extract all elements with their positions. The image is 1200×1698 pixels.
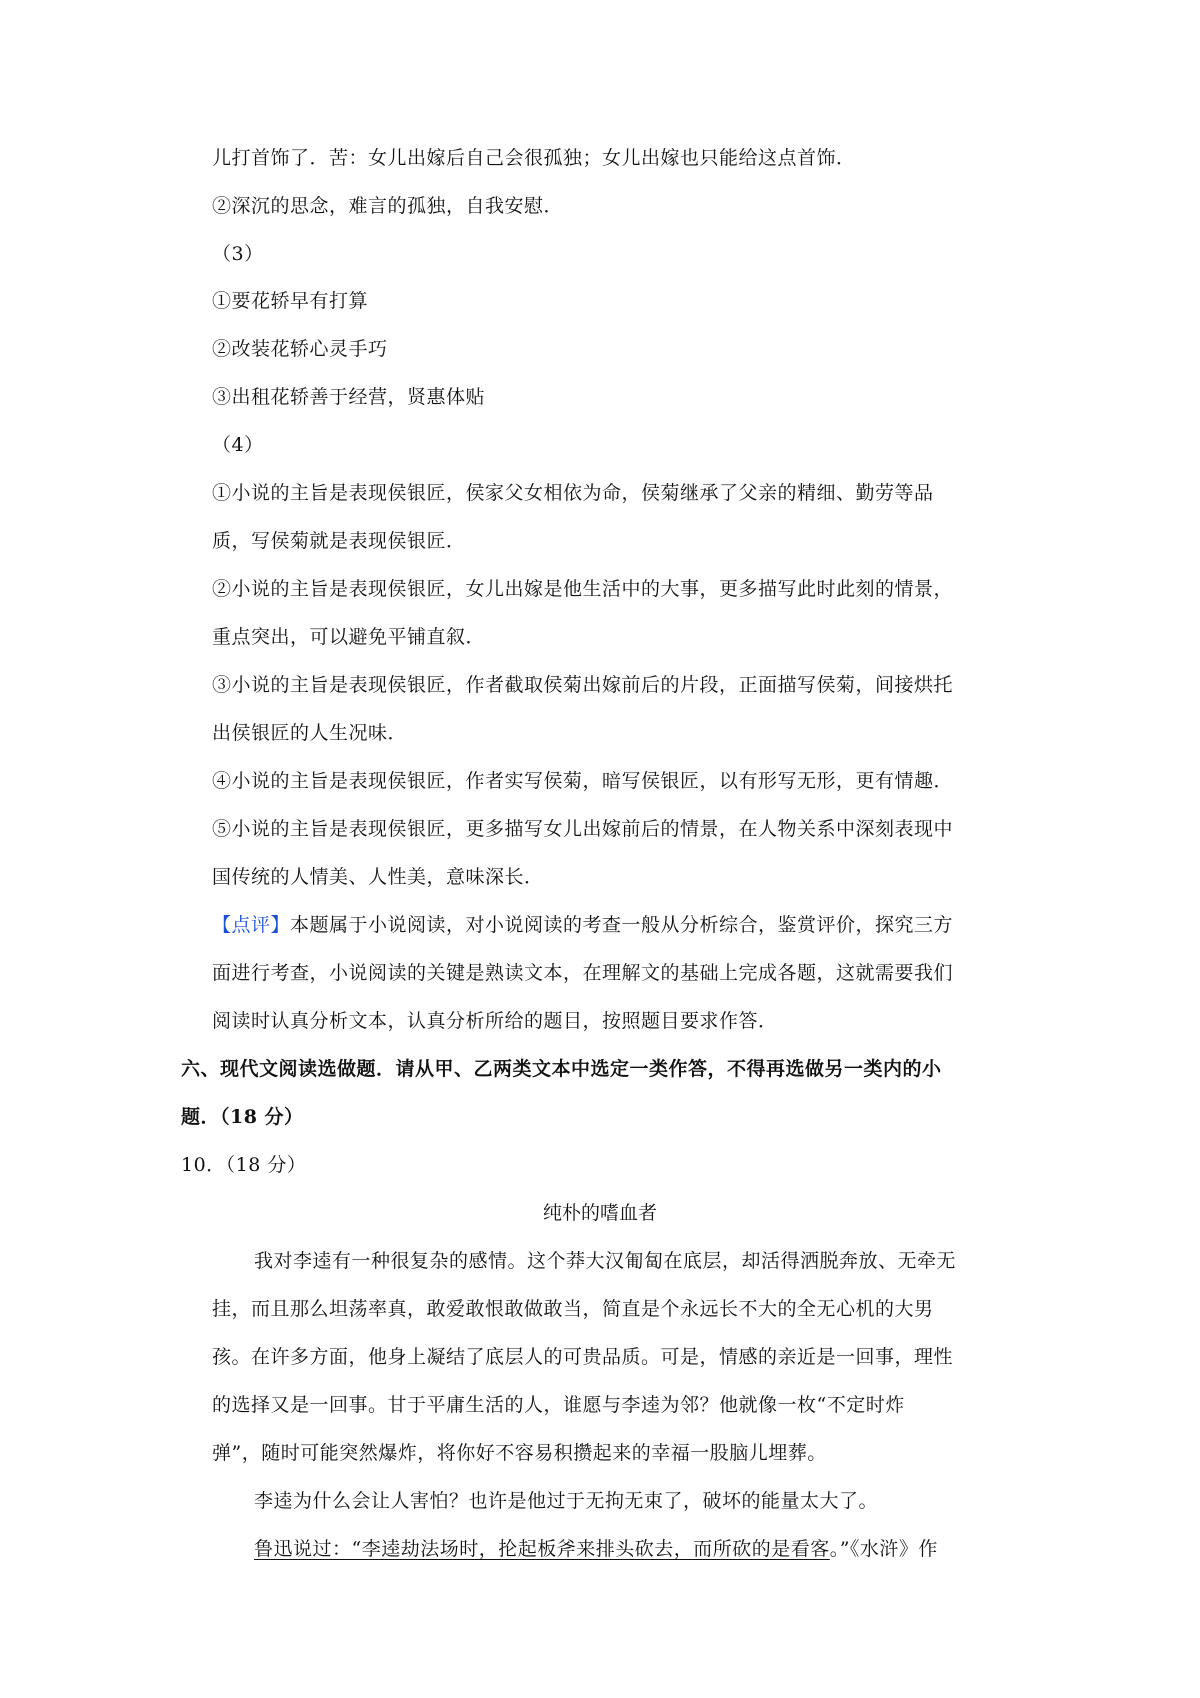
subquestion-label: （4） (212, 434, 264, 456)
passage-line: 李逵为什么会让人害怕？也许是他过于无拘无束了，破坏的能量太大了。 (254, 1490, 879, 1512)
passage-line: 我对李逵有一种很复杂的感情。这个莽大汉匍匐在底层，却活得洒脱奔放、无牵无 (254, 1250, 957, 1272)
answer-line: ③小说的主旨是表现侯银匠，作者截取侯菊出嫁前后的片段，正面描写侯菊，间接烘托 (212, 674, 954, 696)
answer-line: ④小说的主旨是表现侯银匠，作者实写侯菊，暗写侯银匠，以有形写无形，更有情趣． (212, 770, 954, 792)
section-heading: 六、现代文阅读选做题．请从甲、乙两类文本中选定一类作答，不得再选做另一类内的小 (181, 1058, 942, 1080)
answer-line: 重点突出，可以避免平铺直叙． (212, 626, 486, 648)
comment-line (212, 911, 953, 939)
passage-line: 孩。在许多方面，他身上凝结了底层人的可贵品质。可是，情感的亲近是一回事，理性 (212, 1346, 954, 1368)
answer-line: 儿打首饰了．苦：女儿出嫁后自己会很孤独；女儿出嫁也只能给这点首饰． (212, 147, 856, 169)
comment-line: 阅读时认真分析文本，认真分析所给的题目，按照题目要求作答． (212, 1010, 778, 1032)
answer-line: 国传统的人情美、人性美，意味深长． (212, 866, 544, 888)
answer-line: 质，写侯菊就是表现侯银匠． (212, 530, 466, 552)
answer-line: ⑤小说的主旨是表现侯银匠，更多描写女儿出嫁前后的情景，在人物关系中深刻表现中 (212, 818, 954, 840)
passage-title: 纯朴的嗜血者 (542, 1202, 657, 1224)
passage-line: 的选择又是一回事。甘于平庸生活的人，谁愿与李逵为邻？他就像一枚“不定时炸 (212, 1394, 905, 1416)
answer-line: ②小说的主旨是表现侯银匠，女儿出嫁是他生活中的大事，更多描写此时此刻的情景， (212, 578, 954, 600)
answer-line: ②深沉的思念，难言的孤独，自我安慰． (212, 195, 564, 217)
passage-line: 弹”，随时可能突然爆炸，将你好不容易积攒起来的幸福一股脑儿埋葬。 (212, 1442, 827, 1464)
answer-line: ①小说的主旨是表现侯银匠，侯家父女相依为命，侯菊继承了父亲的精细、勤劳等品 (212, 482, 934, 504)
passage-line (254, 1535, 938, 1563)
comment-text: 本题属于小说阅读，对小说阅读的考查一般从分析综合，鉴赏评价，探究三方 (290, 914, 954, 936)
answer-line: ①要花轿早有打算 (212, 290, 369, 312)
section-heading: 题．（18 分） (181, 1106, 304, 1128)
passage-text: 。”《水浒》作 (829, 1538, 938, 1560)
comment-tag: 【点评】 (212, 914, 291, 936)
answer-line: 出侯银匠的人生况味． (212, 722, 408, 744)
passage-line: 挂，而且那么坦荡率真，敢爱敢恨敢做敢当，简直是个永远长不大的全无心机的大男 (212, 1298, 934, 1320)
subquestion-label: （3） (212, 243, 264, 265)
question-label: 10．（18 分） (181, 1154, 307, 1176)
answer-line: ③出租花轿善于经营，贤惠体贴 (212, 386, 486, 408)
underlined-quote: 鲁迅说过：“李逵劫法场时，抡起板斧来排头砍去，而所砍的是看客 (254, 1538, 830, 1560)
comment-line: 面进行考查，小说阅读的关键是熟读文本，在理解文的基础上完成各题，这就需要我们 (212, 962, 954, 984)
answer-line: ②改装花轿心灵手巧 (212, 338, 388, 360)
